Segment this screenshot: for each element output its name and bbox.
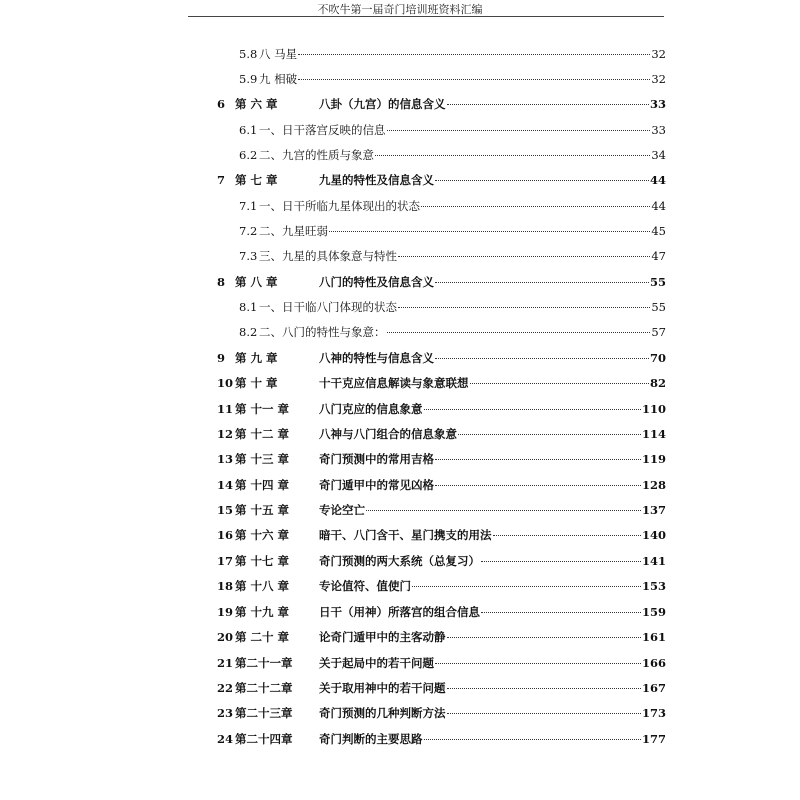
toc-section-entry[interactable]	[239, 147, 666, 167]
toc-entry-number: 20	[217, 630, 234, 644]
toc-dot-leader	[298, 54, 650, 55]
toc-dot-leader	[447, 637, 641, 638]
toc-entry-title: 二、八门的特性与象意：	[259, 325, 386, 339]
toc-entry-number: 19	[217, 605, 234, 619]
toc-dot-leader	[481, 561, 641, 562]
toc-page-number: 167	[641, 681, 666, 695]
toc-entry-title: 暗干、八门含干、星门携支的用法	[319, 528, 492, 542]
toc-section-entry[interactable]	[239, 223, 666, 243]
toc-entry-title: 九星的特性及信息含义	[319, 173, 434, 187]
toc-entry-title: 奇门预测的几种判断方法	[319, 706, 446, 720]
toc-section-entry[interactable]	[239, 71, 666, 91]
toc-entry-title: 三、九星的具体象意与特性	[259, 249, 397, 263]
toc-entry-number: 7.3	[239, 249, 258, 263]
toc-dot-leader	[421, 206, 650, 207]
toc-entry-title: 二、九星旺弱	[259, 224, 328, 238]
toc-entry-title: 八 马星	[259, 47, 298, 61]
toc-entry-title: 一、日干临八门体现的状态	[259, 300, 397, 314]
toc-chapter-entry[interactable]	[217, 527, 666, 547]
toc-chapter-label: 第二十四章	[235, 732, 293, 746]
toc-page-number: 33	[651, 123, 666, 137]
toc-entry-title: 二、九宫的性质与象意	[259, 148, 374, 162]
toc-chapter-entry[interactable]	[217, 731, 666, 751]
toc-chapter-label: 第 九 章	[235, 351, 278, 365]
toc-page-number: 57	[651, 325, 666, 339]
toc-page-number: 45	[651, 224, 666, 238]
toc-page-number: 159	[641, 605, 666, 619]
toc-chapter-label: 第 八 章	[235, 275, 278, 289]
toc-page-number: 44	[651, 199, 666, 213]
toc-section-entry[interactable]	[239, 46, 666, 66]
toc-chapter-label: 第二十一章	[235, 656, 293, 670]
toc-chapter-entry[interactable]	[217, 451, 666, 471]
toc-dot-leader	[298, 79, 650, 80]
toc-chapter-label: 第 十五 章	[235, 503, 290, 517]
toc-entry-title: 论奇门遁甲中的主客动静	[319, 630, 446, 644]
toc-chapter-label: 第 十九 章	[235, 605, 290, 619]
toc-page-number: 119	[641, 452, 666, 466]
toc-entry-number: 14	[217, 478, 234, 492]
toc-entry-number: 5.8	[239, 47, 258, 61]
toc-dot-leader	[493, 535, 641, 536]
toc-dot-leader	[398, 307, 650, 308]
toc-chapter-entry[interactable]	[217, 401, 666, 421]
toc-entry-title: 九 相破	[259, 72, 298, 86]
toc-page-number: 44	[649, 173, 666, 187]
toc-entry-title: 关于取用神中的若干问题	[319, 681, 446, 695]
toc-entry-number: 21	[217, 656, 234, 670]
toc-chapter-entry[interactable]	[217, 350, 666, 370]
toc-entry-title: 一、日干落宫反映的信息	[259, 123, 386, 137]
toc-dot-leader	[387, 130, 651, 131]
toc-chapter-entry[interactable]	[217, 604, 666, 624]
toc-page-number: 47	[651, 249, 666, 263]
toc-dot-leader	[435, 459, 641, 460]
toc-entry-title: 奇门预测的两大系统（总复习）	[319, 554, 480, 568]
toc-page-number: 140	[641, 528, 666, 542]
toc-page-number: 153	[641, 579, 666, 593]
toc-chapter-entry[interactable]	[217, 375, 666, 395]
toc-chapter-label: 第 十三 章	[235, 452, 290, 466]
toc-dot-leader	[447, 688, 641, 689]
toc-chapter-label: 第 七 章	[235, 173, 278, 187]
toc-entry-number: 24	[217, 732, 234, 746]
toc-dot-leader	[398, 256, 650, 257]
toc-dot-leader	[375, 155, 650, 156]
toc-dot-leader	[329, 231, 650, 232]
toc-dot-leader	[447, 104, 649, 105]
toc-page-number: 114	[641, 427, 666, 441]
toc-entry-number: 6	[217, 97, 226, 111]
toc-chapter-label: 第二十三章	[235, 706, 293, 720]
toc-entry-number: 17	[217, 554, 234, 568]
toc-page-number: 141	[641, 554, 666, 568]
toc-section-entry[interactable]	[239, 248, 666, 268]
toc-dot-leader	[458, 434, 641, 435]
toc-chapter-label: 第 六 章	[235, 97, 278, 111]
toc-entry-title: 八卦（九宫）的信息含义	[319, 97, 446, 111]
toc-chapter-label: 第 十六 章	[235, 528, 290, 542]
toc-entry-number: 22	[217, 681, 234, 695]
toc-page-number: 137	[641, 503, 666, 517]
toc-page-number: 173	[641, 706, 666, 720]
toc-chapter-entry[interactable]	[217, 426, 666, 446]
toc-entry-number: 7.1	[239, 199, 258, 213]
toc-page-number: 55	[649, 275, 666, 289]
toc-entry-number: 23	[217, 706, 234, 720]
toc-dot-leader	[366, 510, 641, 511]
toc-entry-number: 16	[217, 528, 234, 542]
toc-page-number: 55	[651, 300, 666, 314]
toc-entry-number: 11	[217, 402, 234, 416]
toc-chapter-label: 第 十七 章	[235, 554, 290, 568]
toc-dot-leader	[435, 282, 649, 283]
toc-page-number: 34	[651, 148, 666, 162]
toc-chapter-entry[interactable]	[217, 172, 666, 192]
toc-chapter-label: 第二十二章	[235, 681, 293, 695]
toc-entry-number: 6.2	[239, 148, 258, 162]
toc-chapter-entry[interactable]	[217, 553, 666, 573]
toc-page-number: 33	[649, 97, 666, 111]
toc-dot-leader	[387, 332, 651, 333]
toc-entry-title: 专论值符、值使门	[319, 579, 411, 593]
toc-chapter-label: 第 十四 章	[235, 478, 290, 492]
toc-dot-leader	[481, 612, 641, 613]
toc-page-number: 82	[649, 376, 666, 390]
toc-dot-leader	[470, 383, 649, 384]
toc-entry-title: 奇门预测中的常用吉格	[319, 452, 434, 466]
toc-entry-number: 18	[217, 579, 234, 593]
toc-chapter-label: 第 十八 章	[235, 579, 290, 593]
header-rule	[188, 16, 664, 17]
toc-chapter-entry[interactable]	[217, 705, 666, 725]
toc-section-entry[interactable]	[239, 122, 666, 142]
toc-chapter-entry[interactable]	[217, 680, 666, 700]
toc-entry-number: 7	[217, 173, 226, 187]
toc-page-number: 161	[641, 630, 666, 644]
toc-dot-leader	[435, 663, 641, 664]
toc-entry-title: 日干（用神）所落宫的组合信息	[319, 605, 480, 619]
toc-entry-number: 15	[217, 503, 234, 517]
toc-chapter-entry[interactable]	[217, 502, 666, 522]
toc-entry-title: 八神与八门组合的信息象意	[319, 427, 457, 441]
toc-entry-number: 10	[217, 376, 234, 390]
toc-page-number: 110	[641, 402, 666, 416]
toc-page-number: 32	[651, 47, 666, 61]
toc-chapter-entry[interactable]	[217, 629, 666, 649]
toc-chapter-entry[interactable]	[217, 477, 666, 497]
toc-entry-number: 8.2	[239, 325, 258, 339]
toc-entry-number: 13	[217, 452, 234, 466]
toc-chapter-entry[interactable]	[217, 274, 666, 294]
running-header: 不吹牛第一届奇门培训班资料汇编	[317, 3, 483, 16]
toc-section-entry[interactable]	[239, 198, 666, 218]
toc-entry-title: 关于起局中的若干问题	[319, 656, 434, 670]
toc-entry-number: 8	[217, 275, 226, 289]
toc-entry-title: 八神的特性与信息含义	[319, 351, 434, 365]
toc-entry-number: 9	[217, 351, 226, 365]
toc-section-entry[interactable]	[239, 299, 666, 319]
toc-page-number: 177	[641, 732, 666, 746]
toc-chapter-label: 第 二十 章	[235, 630, 290, 644]
toc-entry-number: 7.2	[239, 224, 258, 238]
toc-entry-number: 8.1	[239, 300, 258, 314]
toc-dot-leader	[435, 358, 649, 359]
toc-entry-number: 5.9	[239, 72, 258, 86]
toc-chapter-label: 第 十二 章	[235, 427, 290, 441]
toc-dot-leader	[435, 180, 649, 181]
toc-entry-title: 奇门判断的主要思路	[319, 732, 423, 746]
toc-chapter-label: 第 十 章	[235, 376, 278, 390]
toc-entry-title: 奇门遁甲中的常见凶格	[319, 478, 434, 492]
toc-dot-leader	[424, 409, 641, 410]
toc-page-number: 166	[641, 656, 666, 670]
toc-entry-title: 八门的特性及信息含义	[319, 275, 434, 289]
toc-dot-leader	[424, 739, 641, 740]
toc-dot-leader	[447, 713, 641, 714]
toc-page-number: 32	[651, 72, 666, 86]
toc-entry-number: 6.1	[239, 123, 258, 137]
toc-page-number: 128	[641, 478, 666, 492]
toc-entry-number: 12	[217, 427, 234, 441]
toc-entry-title: 专论空亡	[319, 503, 365, 517]
toc-dot-leader	[412, 586, 641, 587]
toc-chapter-entry[interactable]	[217, 96, 666, 116]
toc-section-entry[interactable]	[239, 324, 666, 344]
toc-entry-title: 八门克应的信息象意	[319, 402, 423, 416]
toc-chapter-entry[interactable]	[217, 578, 666, 598]
toc-dot-leader	[435, 485, 641, 486]
toc-chapter-entry[interactable]	[217, 655, 666, 675]
toc-entry-title: 一、日干所临九星体现出的状态	[259, 199, 420, 213]
toc-entry-title: 十干克应信息解读与象意联想	[319, 376, 469, 390]
toc-chapter-label: 第 十一 章	[235, 402, 290, 416]
toc-page-number: 70	[649, 351, 666, 365]
